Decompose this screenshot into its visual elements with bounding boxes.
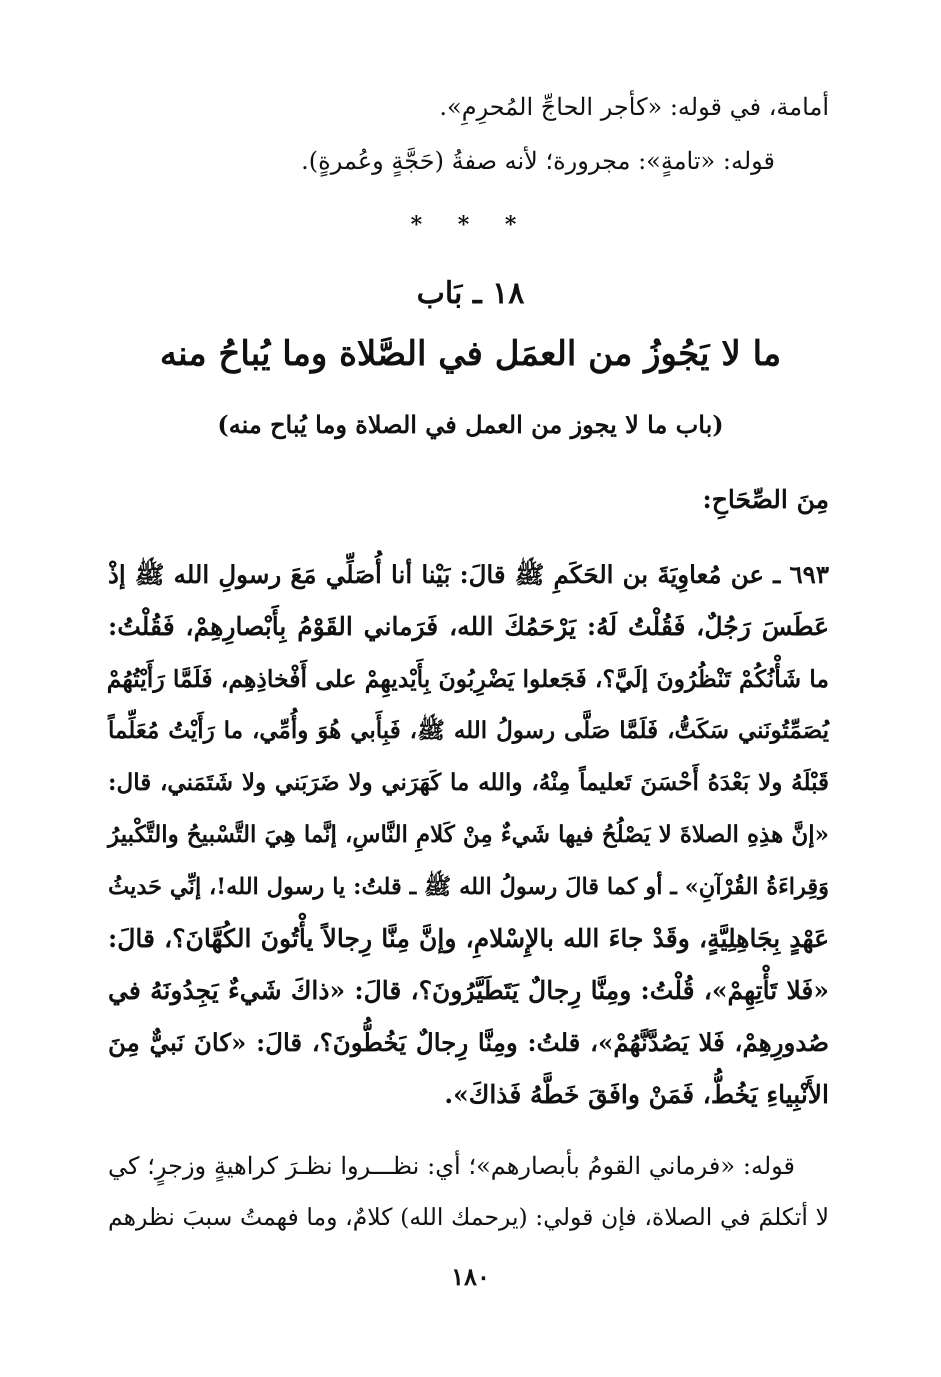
commentary-line-2: لا أتكلمَ في الصلاة، فإن قولي: (يرحمك الله) كلامٌ، وما فهمتُ سببَ نظرهم <box>108 1203 829 1231</box>
page-number: ١٨٠ <box>451 1262 490 1291</box>
hadith-line-5: قَبْلَهُ ولا بَعْدَهُ أَحْسَنَ تَعليماً مِنْهُ، والله ما كَهَرَني ولا ضَرَبَني ولا شَتَمَني، قال: <box>108 769 829 796</box>
chapter-title: ما لا يَجُوزُ من العمَل في الصَّلاة وما يُباحُ منه <box>159 334 782 374</box>
section-separator: * * * <box>410 212 531 238</box>
hadith-line-2: عَطَسَ رَجُلٌ، فَقُلْتُ لَهُ: يَرْحَمُكَ الله، فَرَماني القَوْمُ بِأَبْصارِهِمْ، فَقُلْتُ: <box>108 612 829 641</box>
text-line-intro-2: قوله: «تامةٍ»: مجرورة؛ لأنه صفةُ (حَجَّةٍ وعُمرةٍ). <box>301 147 775 175</box>
hadith-line-3: ما شَأْنُكُمْ تَنْظُرُونَ إلَيَّ؟، فَجَعلوا يَضْرِبُونَ بِأَيْديهِمْ على أَفْخاذِهِم، فَلَمَّا رَأَيْتُهُمْ <box>106 665 829 693</box>
chapter-number: ١٨ ـ بَاب <box>416 276 525 311</box>
hadith-line-4: يُصَمِّتُونَني سَكَتُّ، فَلَمَّا صَلَّى رسولُ الله ﷺ، فَبِأَبي هُوَ وأُمِّي، ما رَأَيْتُ مُعَلِّماً <box>108 717 829 744</box>
hadith-line-6: «إنَّ هذِهِ الصلاةَ لا يَصْلُحُ فيها شَيءٌ مِنْ كَلامِ النَّاسِ، إنَّما هِيَ التَّسْبيحُ والتَّكْبيرُ <box>108 821 829 848</box>
hadith-line-1: ٦٩٣ ـ عن مُعاوِيَةَ بن الحَكَمِ ﷺ قالَ: بَيْنا أنا أُصَلِّي مَعَ رسولِ الله ﷺ إذْ <box>108 560 829 589</box>
hadith-line-9: «فَلا تَأْتِهِمْ»، قُلْتُ: ومِنَّا رِجالٌ يَتَطَيَّرُونَ؟، قالَ: «ذاكَ شَيءٌ يَجِدُونَهُ في <box>108 976 829 1005</box>
section-label: مِنَ الصِّحَاحِ: <box>702 485 829 514</box>
hadith-line-7: وَقِراءَةُ القُرْآنِ» ـ أو كما قالَ رسولُ الله ﷺ ـ قلتُ: يا رسول الله!، إنِّي حَديثُ <box>108 874 829 900</box>
hadith-line-11: الأَنْبِياءِ يَخُطُّ، فَمَنْ وافَقَ خَطَّهُ فَذاكَ». <box>444 1080 829 1109</box>
chapter-subtitle: (باب ما لا يجوز من العمل في الصلاة وما يُباح منه) <box>217 410 724 439</box>
commentary-line-1: قوله: «فرماني القومُ بأبصارهم»؛ أي: نظـــروا نظـرَ كراهيةٍ وزجرٍ؛ كي <box>108 1152 795 1180</box>
text-line-intro-1: أمامة، في قوله: «كأجر الحاجِّ المُحرِمِ». <box>439 93 829 121</box>
hadith-line-10: صُدورِهِمْ، فَلا يَصُدَّنَّهُمْ»، قلتُ: ومِنَّا رِجالٌ يَخُطُّونَ؟، قالَ: «كانَ نَبيٌّ مِنَ <box>108 1028 829 1057</box>
hadith-line-8: عَهْدٍ بِجَاهِلِيَّةٍ، وقَدْ جاءَ الله بالإِسْلامِ، وإنَّ مِنَّا رِجالاً يأْتُونَ الكُهَّانَ؟، قالَ: <box>108 924 829 953</box>
